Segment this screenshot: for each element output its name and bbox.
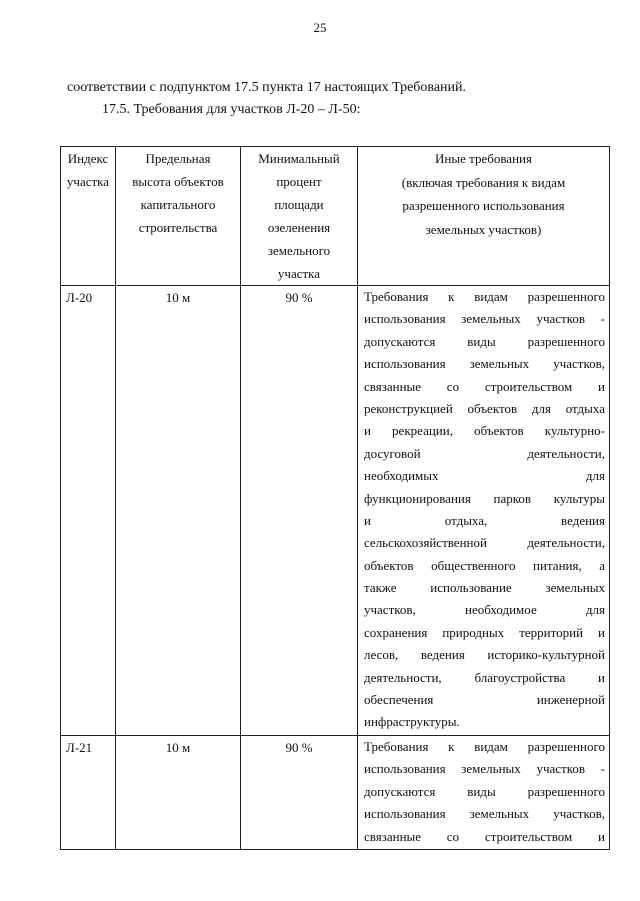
requirement-line: лесов, ведения историко-культурной [364,647,605,663]
header-line: (включая требования к видам [401,174,566,190]
header-line: озеленения [267,220,331,235]
requirement-line: обеспечения инженерной [364,692,605,708]
requirement-line: реконструкцией объектов для отдыха [364,400,605,416]
requirement-line: функционирования парков культуры [364,490,605,506]
requirement-line: использования земельных участков - [364,311,605,327]
header-line: Индекс [67,151,109,166]
requirement-line: использования земельных участков, [364,806,605,822]
header-index [61,147,116,286]
cell-height: 10 м [116,286,241,736]
requirement-line: допускаются виды разрешенного [364,783,605,799]
requirement-line: объектов общественного питания, а [364,557,605,573]
header-line: капитального [140,197,216,212]
requirement-line: инфраструктуры. [364,714,460,730]
cell-requirements [358,736,610,850]
table-row [61,286,610,736]
section-heading: 17.5. Требования для участков Л-20 – Л-50: [102,102,361,117]
requirement-line: допускаются виды разрешенного [364,333,605,349]
cell-green-percent: 90 % [241,286,358,736]
cell-index: Л-20 [61,286,116,736]
cell-green-percent: 90 % [241,736,358,850]
requirement-line: и отдыха, ведения [364,512,605,528]
header-line: строительства [138,220,218,235]
header-line: высота объектов [132,174,224,189]
requirement-line: сохранения природных территорий и [364,624,605,640]
requirement-line: Требования к видам разрешенного [364,289,605,304]
requirements-table [60,146,610,850]
requirement-line: деятельности, благоустройства и [364,669,605,685]
requirement-line: связанные со строительством и [364,828,605,844]
table-row [61,736,610,850]
cell-requirements [358,286,610,736]
requirement-line: связанные со строительством и [364,378,605,394]
page-number: 25 [313,20,327,35]
requirement-line: Требования к видам разрешенного [364,739,605,754]
cell-index: Л-21 [61,736,116,850]
header-line: земельных участков) [425,221,542,237]
header-line: земельного [267,243,331,258]
requirement-line: участков, необходимое для [364,602,605,618]
cell-height: 10 м [116,736,241,850]
header-line: процент [276,174,322,189]
requirement-line: сельскохозяйственной деятельности, [364,535,605,551]
header-line: участка [66,174,110,189]
header-green-area [241,147,358,286]
header-line: Предельная [145,151,211,166]
requirement-line: и рекреации, объектов культурно- [364,423,605,439]
table-header-row [61,147,610,286]
header-line: Иные требования [435,151,532,166]
requirement-line: необходимых для [364,468,605,484]
header-line: Минимальный [258,151,340,166]
requirement-line: использования земельных участков, [364,356,605,372]
header-line: разрешенного использования [402,198,565,213]
header-height [116,147,241,286]
requirement-line: также использование земельных [364,580,605,596]
requirement-line: использования земельных участков - [364,761,605,777]
header-line: участка [277,266,321,281]
header-line: площади [274,197,324,212]
requirement-line: досуговой деятельности, [364,445,605,461]
continuation-paragraph: соответствии с подпунктом 17.5 пункта 17 настоящих Требований. [67,80,467,95]
header-other-requirements [358,147,610,286]
